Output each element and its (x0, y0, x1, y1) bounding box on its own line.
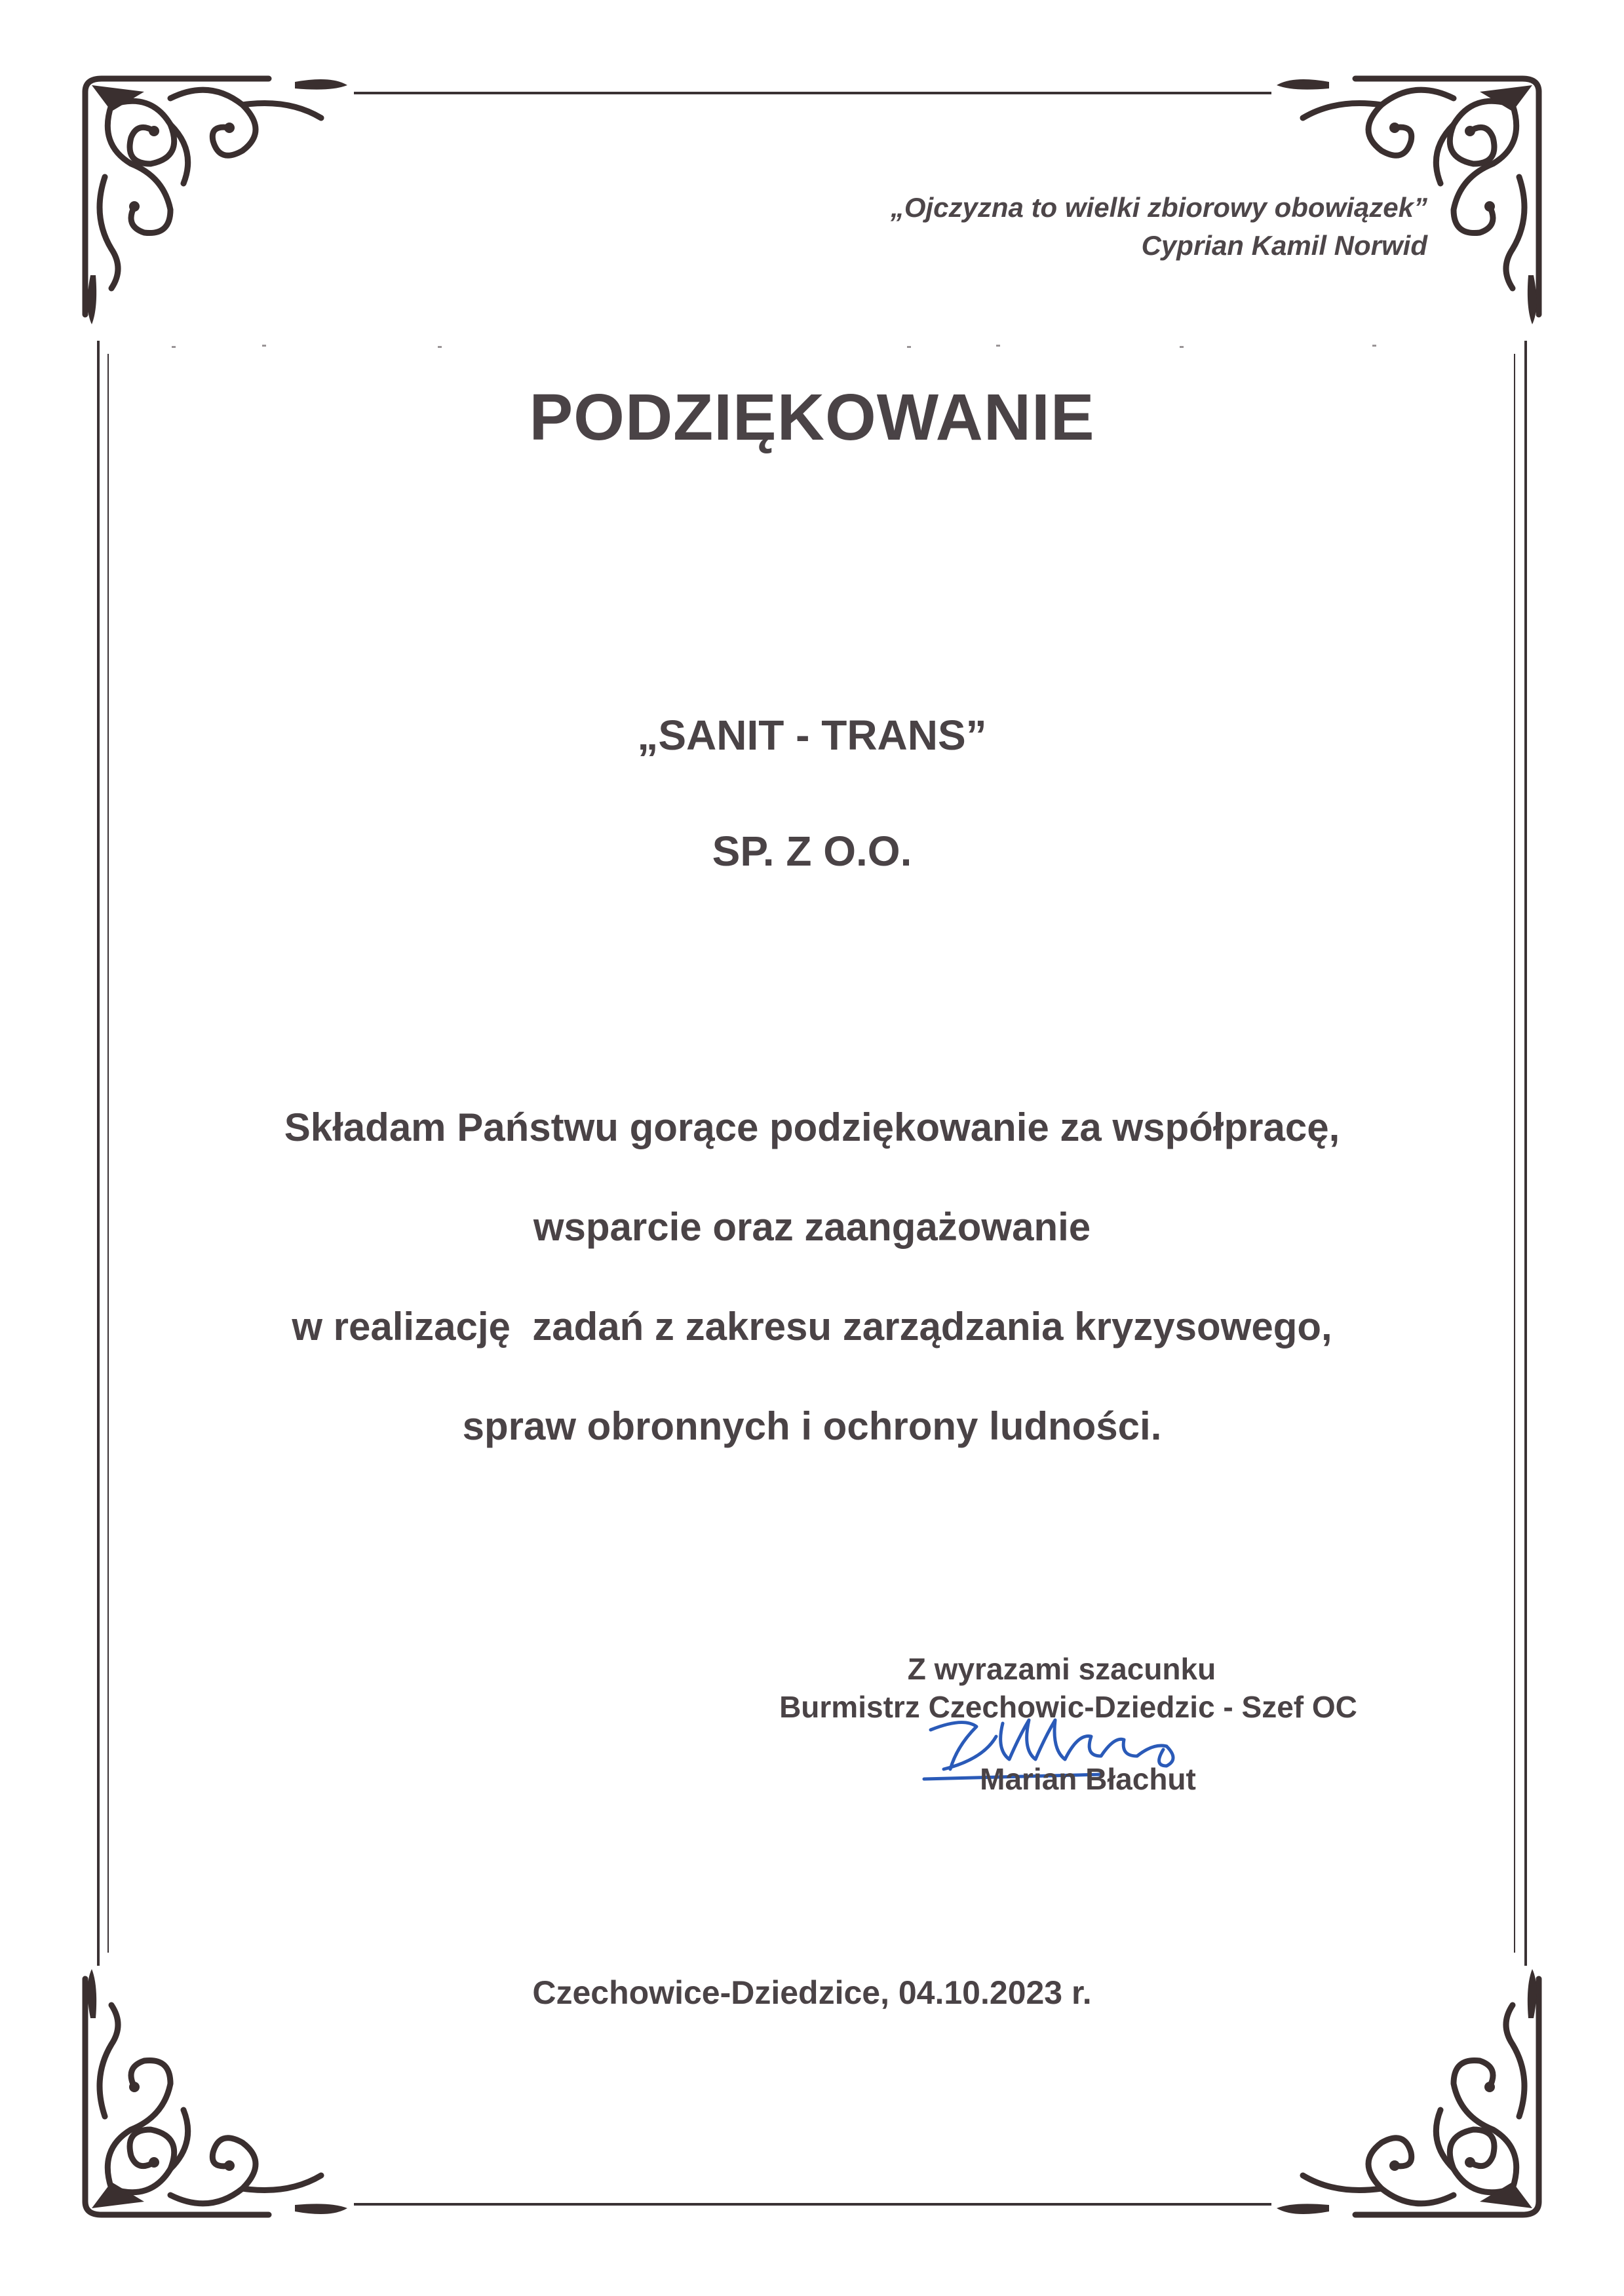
signer-name: Marian Błachut (980, 1762, 1196, 1796)
scan-speck (1180, 346, 1184, 348)
corner-ornament-top-left (72, 66, 354, 328)
frame-right-line-inner (1514, 354, 1515, 1953)
motto-author: Cyprian Kamil Norwid (1141, 230, 1427, 261)
place-date: Czechowice-Dziedzice, 04.10.2023 r. (532, 1974, 1092, 2011)
scan-speck (907, 346, 911, 348)
flourish-icon (72, 66, 354, 328)
closing-greeting: Z wyrazami szacunku (907, 1652, 1216, 1686)
frame-left-line-inner (107, 354, 109, 1953)
frame-top-line (354, 92, 1271, 94)
frame-left-line (97, 341, 100, 1966)
message-line: spraw obronnych i ochrony ludności. (462, 1404, 1162, 1448)
message-line: wsparcie oraz zaangażowanie (533, 1205, 1091, 1249)
scan-speck (438, 346, 442, 348)
message-line: Składam Państwu gorące podziękowanie za współpracę, (284, 1105, 1340, 1149)
motto-text: „Ojczyzna to wielki zbiorowy obowiązek” (890, 192, 1427, 223)
scan-speck (262, 345, 266, 347)
scan-speck (1372, 345, 1376, 347)
recipient-name: „SANIT - TRANS” (637, 712, 987, 759)
page-title: PODZIĘKOWANIE (529, 381, 1095, 454)
motto (891, 189, 1427, 265)
message-line: w realizację zadań z zakresu zarządzania kryzysowego, (292, 1305, 1332, 1349)
scan-speck (996, 345, 1000, 347)
frame-right-line (1524, 341, 1527, 1966)
scan-speck (172, 346, 176, 348)
closing-position: Burmistrz Czechowic-Dziedzic - Szef OC (779, 1690, 1357, 1724)
recipient-legal-form: SP. Z O.O. (712, 828, 912, 875)
frame-bottom-line (354, 2203, 1271, 2206)
